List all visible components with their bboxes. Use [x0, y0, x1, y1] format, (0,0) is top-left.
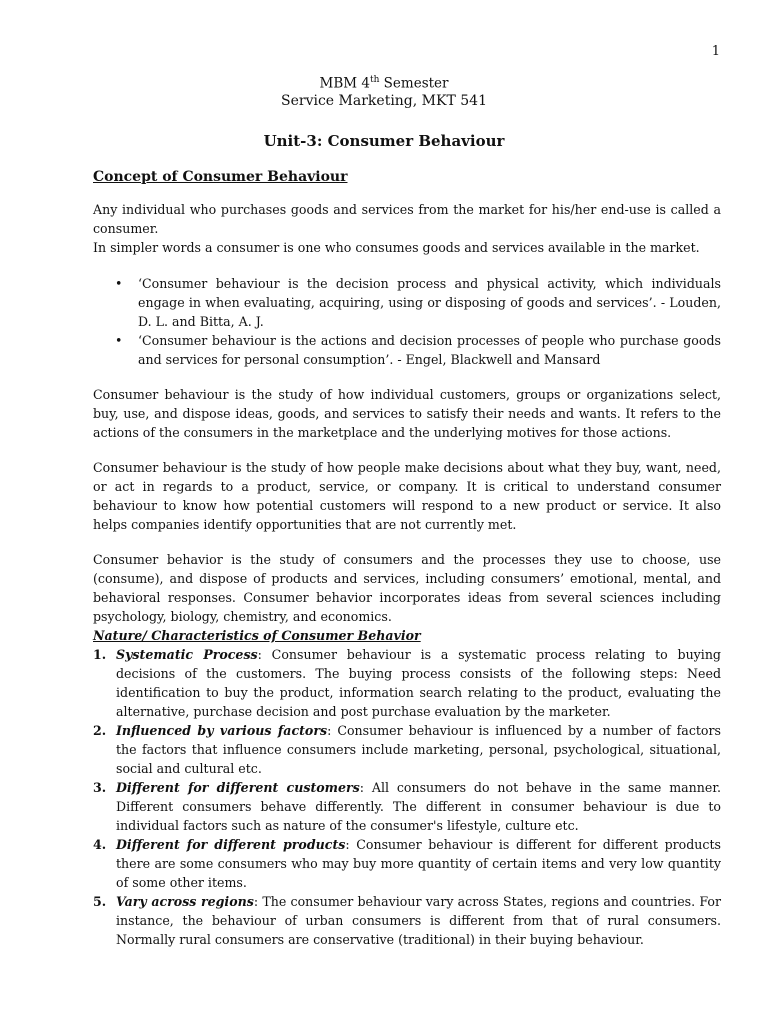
paragraph: Any individual who purchases goods and services from the market for his/her end-use is called a consumer.	[93, 202, 721, 236]
item-term: Different for different customers	[116, 780, 360, 795]
document-body	[93, 168, 721, 949]
course-title: Service Marketing, MKT 541	[281, 93, 487, 109]
item-term: Systematic Process	[116, 647, 258, 662]
semester-text: MBM 4	[319, 75, 370, 92]
section-heading-nature: Nature/ Characteristics of Consumer Behavior	[93, 628, 421, 643]
item-text: : Consumer behaviour is influenced by a number of factors the factors that influence consumers include marketing, personal, psychological, situational, social and cultural etc.	[116, 723, 721, 776]
page-number: 1	[711, 44, 720, 59]
paragraph: Consumer behaviour is the study of how people make decisions about what they buy, want, need, or act in regards to a product, service, or company. It is critical to understand consumer behaviour to know how potential customers will respond to a new product or service. It also helps companies identify opportunities that are not currently met.	[93, 460, 721, 532]
item-text: : The consumer behaviour vary across States, regions and countries. For instance, the behaviour of urban consumers is different from that of rural consumers. Normally rural consumers are conservative (traditional) in their buying behaviour.	[116, 894, 721, 947]
characteristic-item	[93, 835, 721, 892]
item-number: 2.	[93, 723, 107, 738]
paragraph: Consumer behaviour is the study of how individual customers, groups or organizations select, buy, use, and dispose ideas, goods, and services to satisfy their needs and wants. It refers to the actions of the consumers in the marketplace and the underlying motives for those actions.	[93, 387, 721, 440]
characteristic-item	[93, 892, 721, 949]
item-term: Different for different products	[116, 837, 346, 852]
unit-title: Unit-3: Consumer Behaviour	[263, 132, 505, 150]
characteristic-item	[93, 645, 721, 721]
item-number: 4.	[93, 837, 107, 852]
course-semester	[0, 75, 768, 92]
item-text: : Consumer behaviour is different for different products there are some consumers who may buy more quantity of certain items and very low quantity of some other items.	[116, 837, 721, 890]
section-heading-concept: Concept of Consumer Behaviour	[93, 169, 348, 185]
characteristic-item	[93, 721, 721, 778]
item-text: : Consumer behaviour is a systematic process relating to buying decisions of the customers. The buying process consists of the following steps: Need identification to buy the product, information search relating to the product, evaluating the alternative, purchase decision and post purchase evaluation by the marketer.	[116, 647, 721, 719]
item-term: Vary across regions	[116, 894, 254, 909]
item-term: Influenced by various factors	[116, 723, 328, 738]
characteristics-list	[93, 645, 721, 949]
characteristic-item	[93, 778, 721, 835]
item-text: : All consumers do not behave in the same manner. Different consumers behave differently. The different in consumer behaviour is due to individual factors such as nature of the consumer's lifestyle, culture etc.	[116, 780, 721, 833]
item-number: 5.	[93, 894, 107, 909]
definition-list	[93, 274, 721, 369]
item-number: 3.	[93, 780, 107, 795]
semester-superscript: th	[369, 75, 380, 85]
paragraph: In simpler words a consumer is one who consumes goods and services available in the market.	[93, 240, 700, 255]
definition-item: • ‘Consumer behaviour is the actions and decision processes of people who purchase goods and services for personal consumption’. - Engel, Blackwell and Mansard	[138, 331, 721, 369]
paragraph: Consumer behavior is the study of consumers and the processes they use to choose, use (consume), and dispose of products and services, including consumers’ emotional, mental, and behavioral responses. Consumer behavior incorporates ideas from several sciences including psychology, biology, chemistry, and economics.	[93, 552, 721, 624]
semester-suffix: Semester	[379, 75, 449, 92]
definition-item: • ‘Consumer behaviour is the decision process and physical activity, which individuals engage in when evaluating, acquiring, using or disposing of goods and services’. - Louden, D. L. and Bitta, A. J.	[138, 274, 721, 331]
item-number: 1.	[93, 647, 107, 662]
